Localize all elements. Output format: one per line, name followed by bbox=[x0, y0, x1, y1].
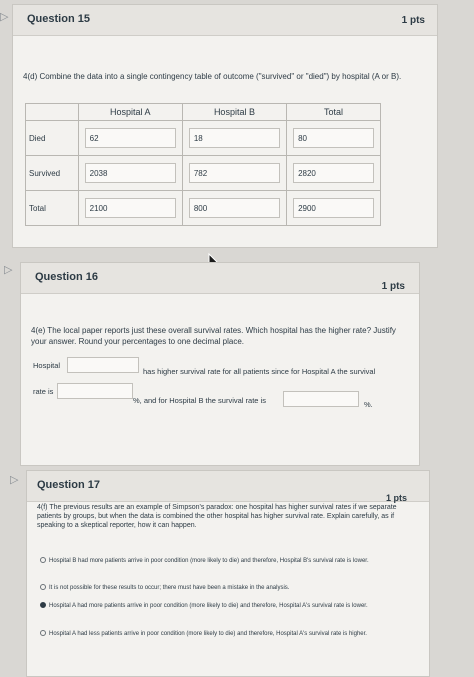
question-17-points: 1 pts bbox=[385, 493, 407, 503]
question-16-card bbox=[20, 262, 420, 466]
row-label: Survived bbox=[26, 156, 79, 191]
row-label: Died bbox=[26, 121, 79, 156]
question-15-header bbox=[13, 5, 437, 36]
question-17-prompt: 4(f) The previous results are an example of Simpson's paradox: one hospital has higher survival rates if we separate patients by groups, but when the data is combined the other hospital has higher survival rate. Explain carefully, as if speaking to a skeptical reporter, how it can happen. bbox=[37, 504, 397, 529]
answer-option[interactable] bbox=[40, 630, 400, 638]
radio-button[interactable] bbox=[40, 584, 46, 590]
option-text: Hospital A had less patients arrive in poor condition (more likely to die) and therefore, Hospital A's survival rate is higher. bbox=[49, 631, 367, 637]
question-16-prompt: 4(e) The local paper reports just these overall survival rates. Which hospital has the higher rate? Justify your answer. Round your percentages to one decimal place. bbox=[31, 326, 396, 346]
rate-is-label: rate is bbox=[33, 387, 54, 396]
question-16-title: Question 16 bbox=[35, 271, 98, 283]
option-text: It is not possible for these results to occur; there must have been a mistake in the analysis. bbox=[49, 585, 290, 591]
table-header-row bbox=[26, 104, 381, 121]
question-17-card bbox=[26, 470, 430, 677]
survived-hospital-a-input[interactable]: 2038 bbox=[85, 163, 176, 183]
total-hospital-a-input[interactable]: 2100 bbox=[85, 198, 176, 218]
question-15-card bbox=[12, 4, 438, 248]
total-total-input[interactable]: 2900 bbox=[293, 198, 374, 218]
hospital-b-rate-text: %, and for Hospital B the survival rate is bbox=[133, 396, 266, 405]
table-row bbox=[26, 156, 381, 191]
question-16-header bbox=[21, 263, 419, 294]
total-hospital-b-input[interactable]: 800 bbox=[189, 198, 280, 218]
hospital-answer-input[interactable] bbox=[67, 357, 139, 373]
radio-button[interactable] bbox=[40, 630, 46, 636]
answer-option[interactable] bbox=[40, 557, 400, 565]
table-row bbox=[26, 191, 381, 226]
died-hospital-a-input[interactable]: 62 bbox=[85, 128, 176, 148]
table-header-cell: Hospital B bbox=[182, 104, 286, 121]
contingency-table bbox=[25, 103, 381, 226]
question-marker-17: ▷ bbox=[10, 474, 19, 486]
row-label: Total bbox=[26, 191, 79, 226]
died-hospital-b-input[interactable]: 18 bbox=[189, 128, 280, 148]
answer-option[interactable] bbox=[40, 584, 400, 592]
question-marker-16: ▷ bbox=[4, 264, 13, 276]
radio-button[interactable] bbox=[40, 557, 46, 563]
table-header-cell: Hospital A bbox=[78, 104, 182, 121]
question-marker-15: ▷ bbox=[0, 11, 9, 23]
question-17-title: Question 17 bbox=[37, 479, 100, 491]
table-header-cell: Total bbox=[287, 104, 381, 121]
question-16-points: 1 pts bbox=[381, 281, 405, 292]
option-text: Hospital A had more patients arrive in poor condition (more likely to die) and therefore, Hospital A's survival rate is lower. bbox=[49, 603, 368, 609]
survival-explanation-text: has higher survival rate for all patients since for Hospital A the survival bbox=[143, 367, 376, 376]
survived-hospital-b-input[interactable]: 782 bbox=[189, 163, 280, 183]
answer-option[interactable] bbox=[40, 602, 400, 610]
percent-sign: %. bbox=[364, 400, 373, 409]
question-15-title: Question 15 bbox=[27, 13, 90, 25]
radio-button-selected[interactable] bbox=[40, 602, 46, 608]
question-15-prompt: 4(d) Combine the data into a single contingency table of outcome ("survived" or "died") by hospital (A or B). bbox=[23, 72, 402, 81]
hospital-a-rate-input[interactable] bbox=[57, 383, 133, 399]
option-text: Hospital B had more patients arrive in poor condition (more likely to die) and therefore, Hospital B's survival rate is lower. bbox=[49, 558, 369, 564]
table-header-cell bbox=[26, 104, 79, 121]
survived-total-input[interactable]: 2820 bbox=[293, 163, 374, 183]
question-15-points: 1 pts bbox=[401, 15, 425, 26]
died-total-input[interactable]: 80 bbox=[293, 128, 374, 148]
hospital-label: Hospital bbox=[33, 361, 61, 370]
hospital-b-rate-input[interactable] bbox=[283, 391, 359, 407]
question-17-header bbox=[27, 471, 429, 502]
table-row bbox=[26, 121, 381, 156]
